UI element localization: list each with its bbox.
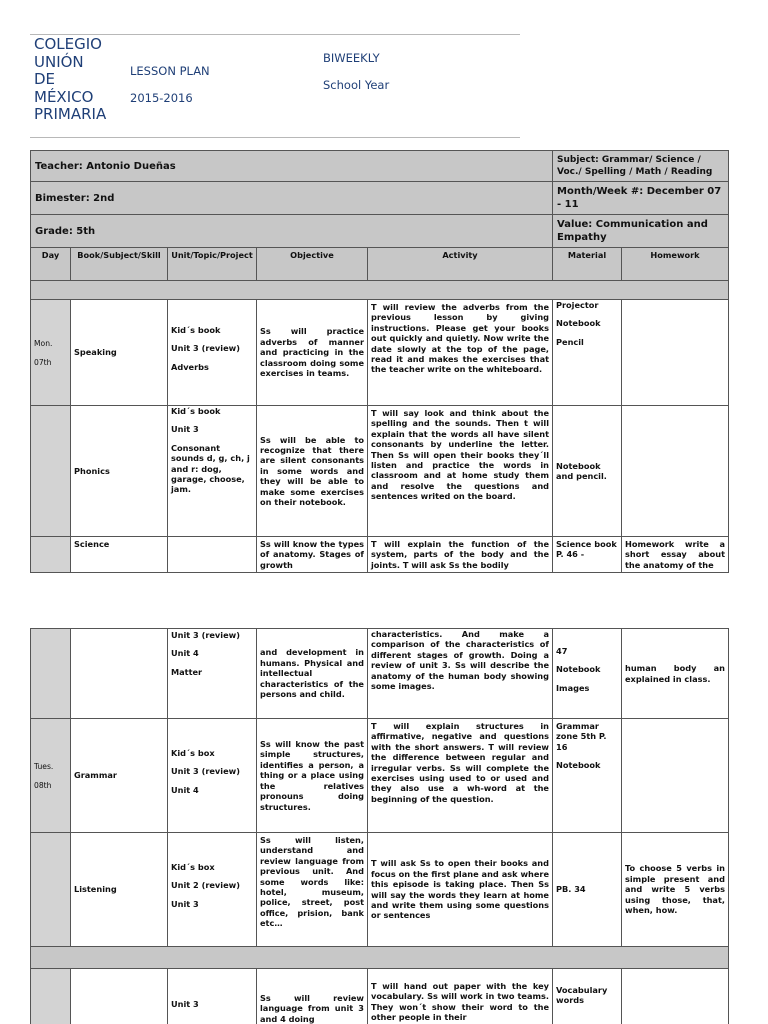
day-cell-tuesday [31, 719, 71, 833]
bimester-cell: Bimester: 2nd [31, 182, 553, 215]
homework-cell: human body an explained in class. [622, 629, 729, 719]
header-top-rule [30, 34, 520, 35]
month-week-cell: Month/Week #: December 07 - 11 [553, 182, 729, 215]
skill-science: Science [71, 537, 168, 573]
day-cell-empty [31, 969, 71, 1024]
col-header-unit: Unit/Topic/Project [168, 248, 257, 281]
activity-cell: T will explain the function of the system, parts of the body and the joints. T will ask Ss the bodily [368, 537, 553, 573]
homework-cell [622, 969, 729, 1024]
homework-cell [622, 300, 729, 406]
material-line: Projector [556, 300, 599, 310]
activity-cell: T will hand out paper with the key vocabulary. Ss will work in two teams. They won´t show their word to the other people in their [368, 969, 553, 1024]
objective-cell: Ss will be able to recognize that there are silent consonants in some words and they will be able to make some exercises on their notebook. [257, 406, 368, 537]
school-line: PRIMARIA [34, 105, 107, 123]
material-cell: Science book P. 46 - [553, 537, 622, 573]
table-row [31, 969, 729, 1024]
date-label: 08th [34, 780, 52, 790]
col-header-activity: Activity [368, 248, 553, 281]
school-year-label: School Year [323, 78, 390, 92]
unit-line: Unit 3 (review) [171, 766, 240, 777]
unit-cell [168, 719, 257, 833]
material-cell: PB. 34 [553, 833, 622, 947]
unit-cell [168, 969, 257, 1024]
table-row [31, 833, 729, 947]
table-row [31, 719, 729, 833]
skill-speaking: Speaking [71, 300, 168, 406]
unit-cell [168, 300, 257, 406]
material-cell: Vocabulary words [553, 969, 622, 1024]
unit-line: Consonant sounds d, g, ch, j and r: dog, garage, choose, jam. [171, 442, 250, 495]
activity-cell: T will review the adverbs from the previous lesson by giving instructions. Please get your books out quickly and quietly. Now write the date slowly at the top of the page, read it and makes the exercises that the teacher write on the whiteboard. [368, 300, 553, 406]
day-label: Tues. [34, 761, 54, 771]
unit-line: Kid´s book [171, 324, 221, 335]
day-cell-empty [31, 406, 71, 537]
biweekly-label: BIWEEKLY [323, 51, 380, 65]
lesson-plan-table-part2 [30, 628, 729, 1024]
day-label: Mon. [34, 338, 53, 348]
objective-cell: Ss will practice adverbs of manner and practicing in the classroom doing some exercises in teams. [257, 300, 368, 406]
unit-line: Unit 2 (review) [171, 880, 240, 891]
day-cell-empty [31, 537, 71, 573]
col-header-homework: Homework [622, 248, 729, 281]
objective-cell: Ss will listen, understand and review language from previous unit. And some words like: hotel, museum, police, street, post office, prision, bank etc… [257, 833, 368, 947]
objective-cell: Ss will review language from unit 3 and 4 doing [257, 969, 368, 1024]
skill-phonics: Phonics [71, 406, 168, 537]
unit-line: Matter [171, 666, 203, 677]
homework-cell [622, 406, 729, 537]
day-cell-empty [31, 833, 71, 947]
homework-cell: To choose 5 verbs in simple present and and write 5 verbs using those, that, when, how. [622, 833, 729, 947]
school-line: UNIÓN [34, 52, 84, 71]
unit-line: Unit 3 (review) [171, 630, 240, 640]
unit-line: Adverbs [171, 361, 209, 372]
unit-line: Unit 3 [171, 424, 199, 435]
skill-cell [71, 969, 168, 1024]
material-line: Notebook [556, 760, 601, 771]
date-label: 07th [34, 357, 52, 367]
grade-cell: Grade: 5th [31, 215, 553, 248]
activity-cell: T will ask Ss to open their books and focus on the first plane and ask where this episode is taking place. Then Ss will say the words they learn at home and write them using some questions or sentences [368, 833, 553, 947]
lesson-plan-table-part1 [30, 150, 729, 573]
material-line: Notebook [556, 664, 601, 675]
day-cell-empty [31, 629, 71, 719]
unit-cell [168, 406, 257, 537]
spacer-row [31, 947, 729, 969]
skill-listening: Listening [71, 833, 168, 947]
table-row [31, 300, 729, 406]
material-line: Pencil [556, 336, 584, 347]
material-cell [553, 300, 622, 406]
material-line: 47 [556, 645, 568, 656]
activity-cell: T will explain structures in affirmative, negative and questions with the short answers. T will review the difference between regular and irregular verbs. Ss will complete the exercises using used to or used and they also use a wh-word at the beginning of the question. [368, 719, 553, 833]
material-cell [553, 719, 622, 833]
objective-cell: and development in humans. Physical and intellectual characteristics of the persons and child. [257, 629, 368, 719]
table-row [31, 537, 729, 573]
subject-cell: Subject: Grammar/ Science / Voc./ Spelling / Math / Reading [553, 151, 729, 182]
activity-cell: T will say look and think about the spelling and the sounds. Then t will explain that the words all have silent consonants by underline the letter. Then Ss will open their books they´ll listen and practice the words in classroom and at home study them and resolve the questions and sentences writed on the board. [368, 406, 553, 537]
table-row [31, 406, 729, 537]
homework-cell [622, 719, 729, 833]
unit-cell [168, 833, 257, 947]
school-name [34, 36, 106, 124]
skill-cell [71, 629, 168, 719]
unit-line: Kid´s box [171, 861, 215, 872]
spacer-row [31, 281, 729, 300]
school-years: 2015-2016 [130, 91, 193, 105]
value-cell: Value: Communication and Empathy [553, 215, 729, 248]
col-header-book: Book/Subject/Skill [71, 248, 168, 281]
header-bottom-rule [30, 137, 520, 138]
school-line: COLEGIO [34, 35, 102, 53]
teacher-cell: Teacher: Antonio Dueñas [31, 151, 553, 182]
material-line: Grammar zone 5th P. 16 [556, 721, 607, 752]
unit-line: Unit 4 [171, 784, 199, 795]
unit-line: Unit 3 [171, 898, 199, 909]
material-cell [553, 629, 622, 719]
table-row [31, 629, 729, 719]
lesson-plan-label: LESSON PLAN [130, 64, 210, 78]
unit-cell [168, 537, 257, 573]
objective-cell: Ss will know the types of anatomy. Stages of growth [257, 537, 368, 573]
school-line: MÉXICO [34, 87, 94, 106]
col-header-material: Material [553, 248, 622, 281]
material-line: Notebook [556, 318, 601, 329]
unit-line: Unit 3 [171, 999, 199, 1009]
unit-cell [168, 629, 257, 719]
unit-line: Kid´s book [171, 406, 221, 416]
homework-cell: Homework write a short essay about the anatomy of the [622, 537, 729, 573]
material-line: Images [556, 682, 590, 693]
unit-line: Unit 3 (review) [171, 343, 240, 354]
skill-grammar: Grammar [71, 719, 168, 833]
school-line: DE [34, 70, 56, 88]
col-header-objective: Objective [257, 248, 368, 281]
unit-line: Unit 4 [171, 648, 199, 659]
activity-cell: characteristics. And make a comparison of the characteristics of different stages of growth. Doing a review of unit 3. Ss will describe the anatomy of the human body showing some images. [368, 629, 553, 719]
objective-cell: Ss will know the past simple structures, identifies a person, a thing or a place using the relatives pronouns doing structures. [257, 719, 368, 833]
col-header-day: Day [31, 248, 71, 281]
day-cell-monday [31, 300, 71, 406]
material-cell: Notebook and pencil. [553, 406, 622, 537]
unit-line: Kid´s box [171, 747, 215, 758]
